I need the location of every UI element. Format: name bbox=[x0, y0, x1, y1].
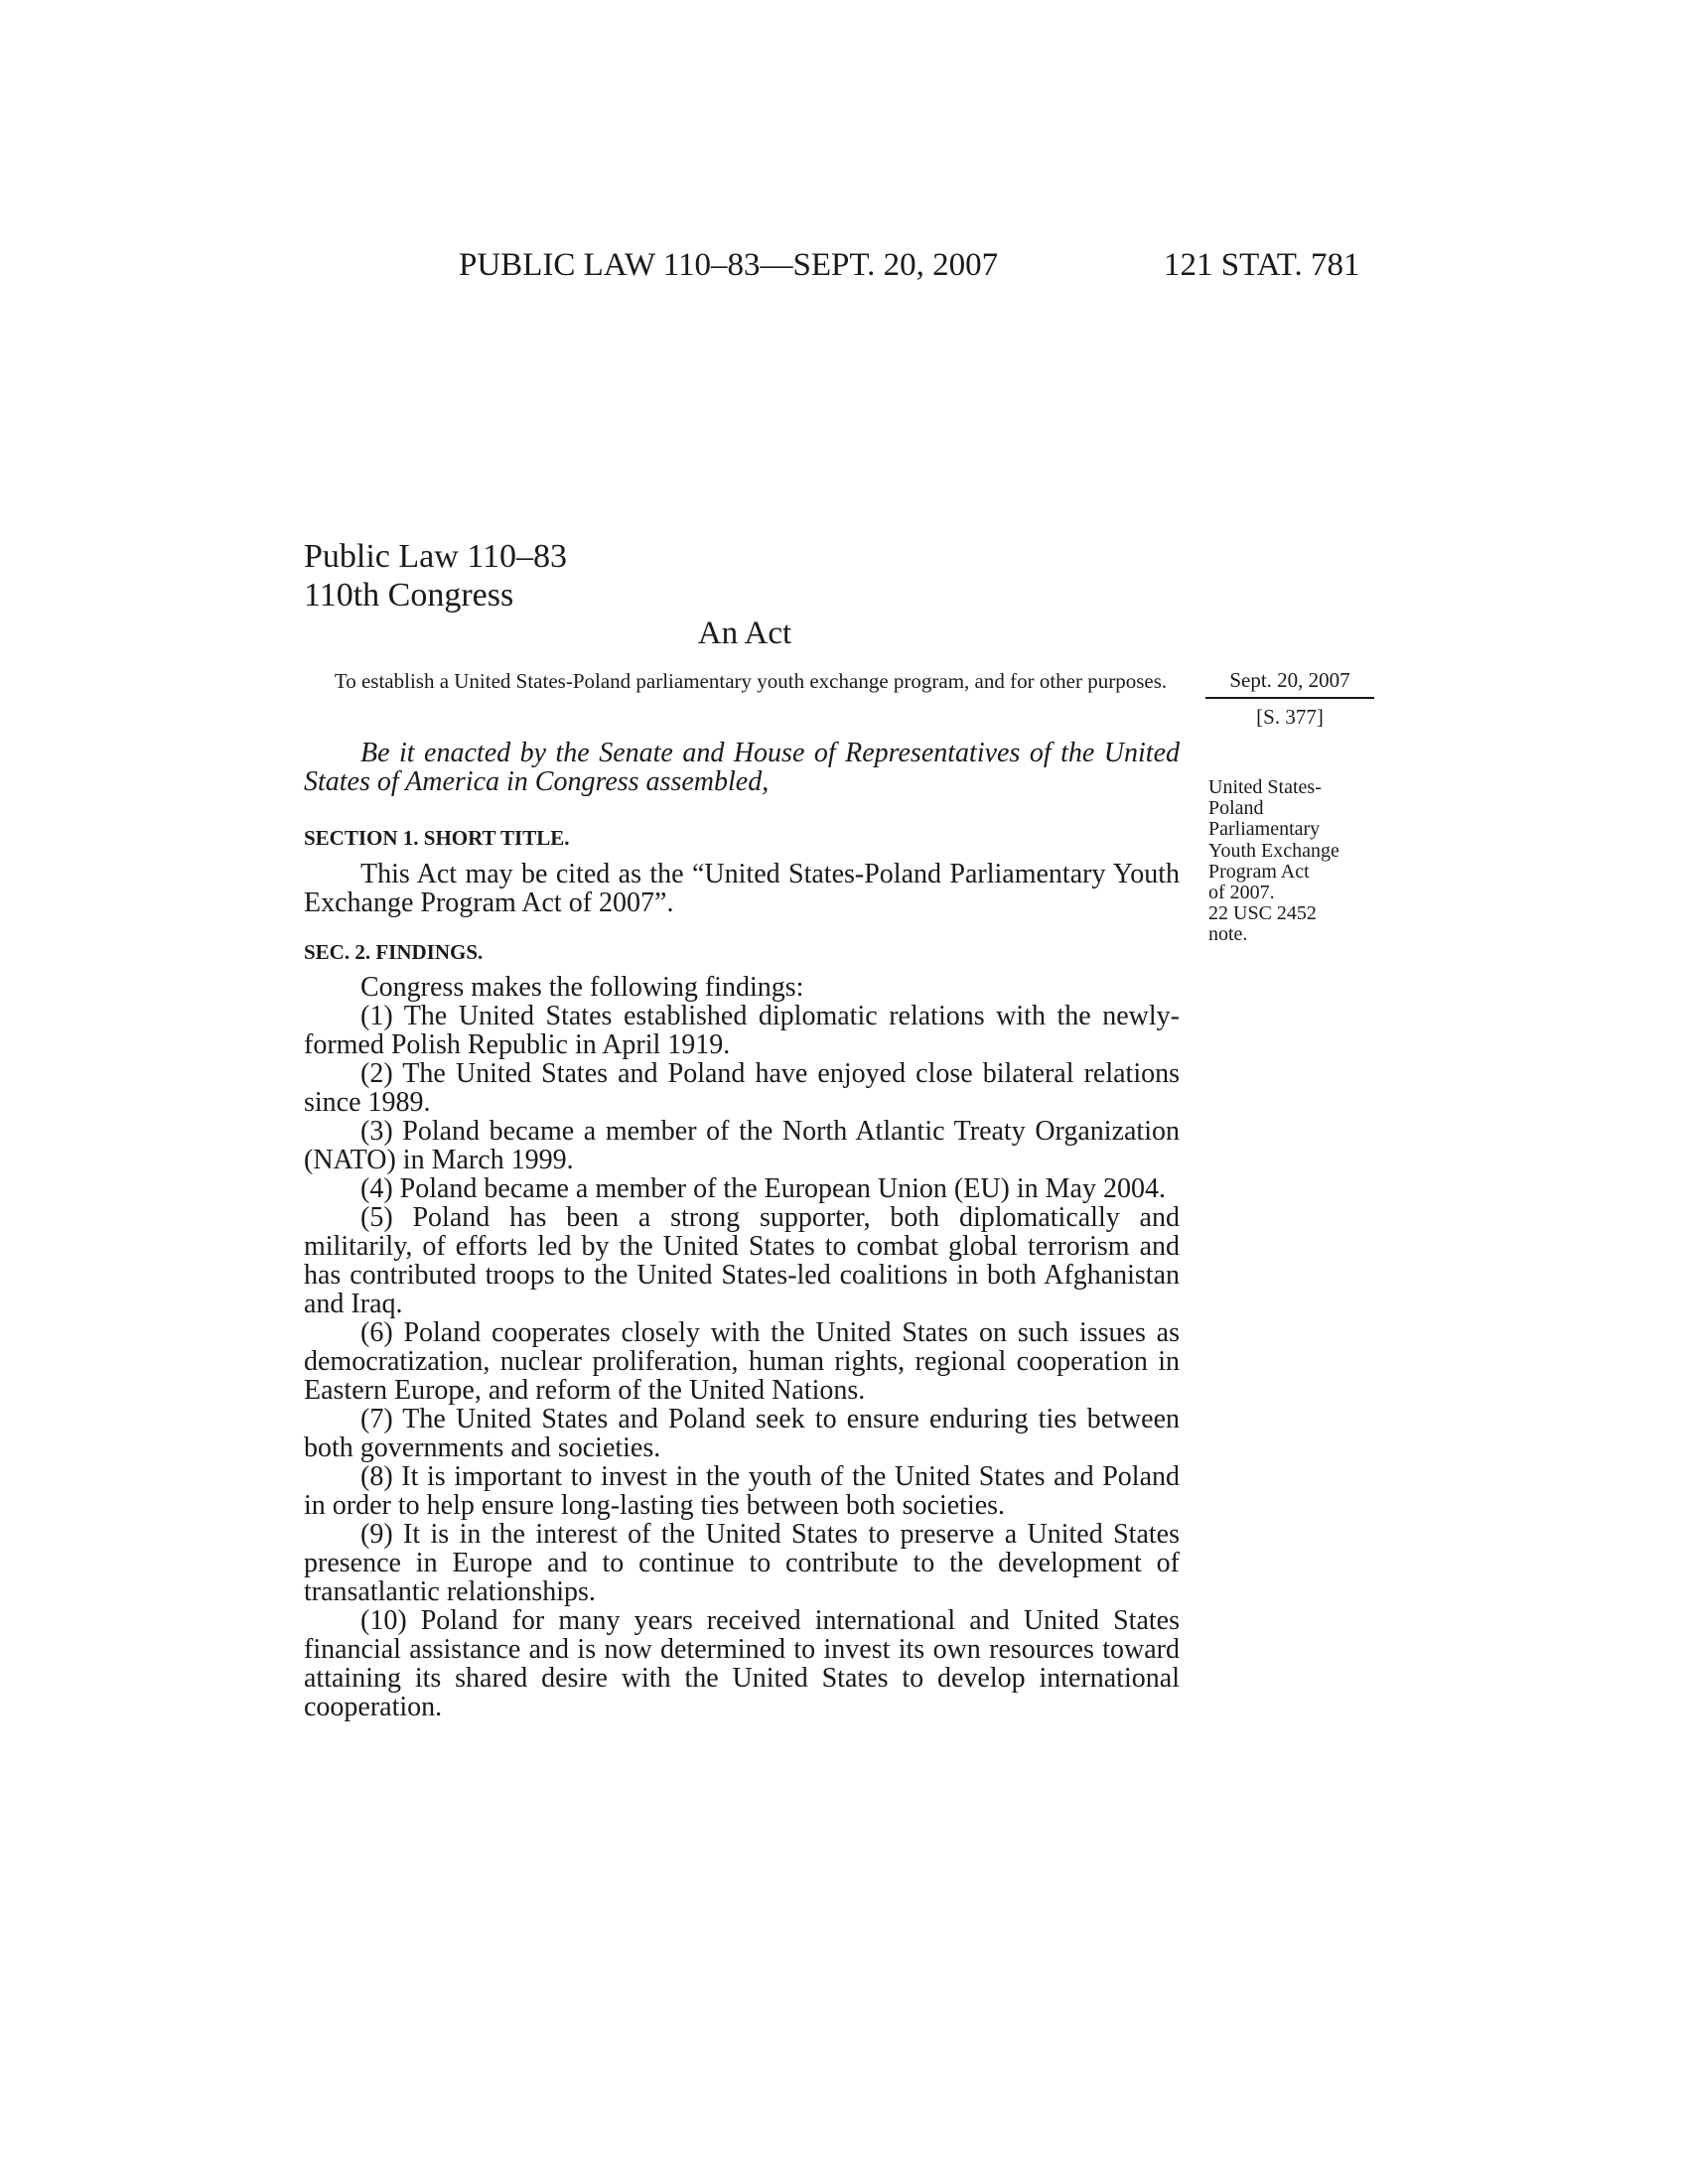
margin-note-line: United States- bbox=[1208, 776, 1322, 798]
long-title: To establish a United States-Poland parliamentary youth exchange program, and for other purposes. bbox=[334, 669, 1168, 693]
finding-item: (3) Poland became a member of the North Atlantic Treaty Organization (NATO) in March 1999. bbox=[304, 1116, 1180, 1175]
finding-item: (7) The United States and Poland seek to ensure enduring ties between both governments and societies. bbox=[304, 1404, 1180, 1463]
findings-list bbox=[304, 973, 1180, 1721]
margin-note-line: note. bbox=[1208, 923, 1248, 946]
finding-item: (5) Poland has been a strong supporter, both diplomatically and militarily, of efforts led by the United States to combat global terrorism and has contributed troops to the United States-led coalitions in both Afghanistan and Iraq. bbox=[304, 1202, 1180, 1319]
finding-item: (9) It is in the interest of the United States to preserve a United States presence in Europe and to continue to contribute to the development of transatlantic relationships. bbox=[304, 1519, 1180, 1607]
finding-item: (6) Poland cooperates closely with the United States on such issues as democratization, nuclear proliferation, human rights, regional cooperation in Eastern Europe, and reform of the United Nations. bbox=[304, 1317, 1180, 1406]
bill-number: [S. 377] bbox=[1256, 705, 1324, 729]
finding-item: (8) It is important to invest in the youth of the United States and Poland in order to help ensure long-lasting ties between both societies. bbox=[304, 1461, 1180, 1521]
enactment-date: Sept. 20, 2007 bbox=[1229, 668, 1350, 692]
act-heading: An Act bbox=[697, 615, 792, 651]
margin-note-line: of 2007. bbox=[1208, 882, 1275, 904]
margin-note-line: Program Act bbox=[1208, 860, 1310, 883]
margin-note-line: Poland bbox=[1208, 797, 1264, 820]
side-rule-divider bbox=[1205, 697, 1374, 699]
margin-note bbox=[1208, 777, 1382, 946]
running-head-left: PUBLIC LAW 110–83—SEPT. 20, 2007 bbox=[459, 247, 999, 283]
margin-note-line: 22 USC 2452 bbox=[1208, 902, 1317, 925]
congress-number: 110th Congress bbox=[304, 577, 514, 614]
page-citation: 121 STAT. 781 bbox=[1164, 247, 1360, 283]
findings-intro: Congress makes the following findings: bbox=[360, 972, 804, 1003]
margin-note-line: Parliamentary bbox=[1208, 818, 1321, 841]
section-1-text: This Act may be cited as the “United States-Poland Parliamentary Youth Exchange Program Act of 2007”. bbox=[304, 859, 1180, 918]
margin-note-line: Youth Exchange bbox=[1208, 839, 1339, 862]
section-2-heading: SEC. 2. FINDINGS. bbox=[304, 940, 484, 964]
finding-item: (1) The United States established diplomatic relations with the newly-formed Polish Republic in April 1919. bbox=[304, 1001, 1180, 1060]
enacting-clause: Be it enacted by the Senate and House of Representatives of the United States of America in Congress assembled, bbox=[304, 738, 1180, 797]
finding-item: (2) The United States and Poland have enjoyed close bilateral relations since 1989. bbox=[304, 1058, 1180, 1118]
section-1-heading: SECTION 1. SHORT TITLE. bbox=[304, 826, 570, 850]
public-law-number: Public Law 110–83 bbox=[304, 538, 568, 575]
finding-item: (10) Poland for many years received international and United States financial assistance and is now determined to invest its own resources toward attaining its shared desire with the United States to develop international cooperation. bbox=[304, 1605, 1180, 1722]
finding-item: (4) Poland became a member of the European Union (EU) in May 2004. bbox=[360, 1173, 1166, 1204]
